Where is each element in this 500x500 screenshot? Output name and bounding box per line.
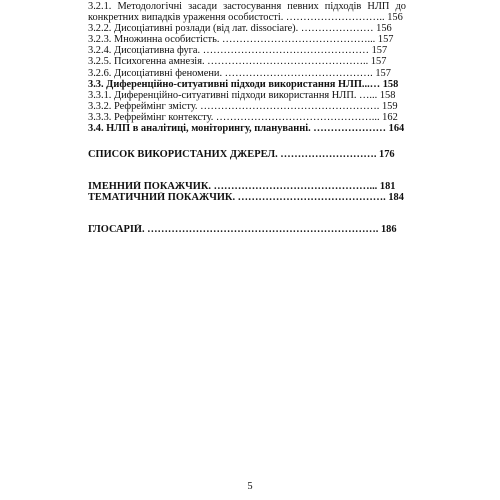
toc-entry: 3.3. Диференційно-ситуативні підходи використання НЛП...… 158 [88, 78, 399, 90]
toc-entry: 3.2.4. Дисоціативна фуга. ………………………………………… 157 [88, 45, 388, 57]
page-number: 5 [247, 481, 253, 492]
toc-entry: 3.2.3. Множинна особистість. ……………………………………... 157 [88, 34, 394, 46]
table-of-contents [88, 1, 406, 235]
toc-entry: 3.2.1. Методологічні засади застосування певних підходів НЛП до конкретних випадків ураження особистості. ……………………….. 156 [88, 1, 406, 24]
toc-entry: 3.3.2. Рефреймінг змісту. ……………………………………………. 159 [88, 100, 398, 112]
toc-entry: СПИСОК ВИКОРИСТАНИХ ДЖЕРЕЛ. ………………………. 176 [88, 148, 395, 160]
toc-entry: ТЕМАТИЧНИЙ ПОКАЖЧИК. ……………………………………. 184 [88, 191, 404, 203]
toc-entry: 3.4. НЛП в аналітиці, моніторингу, плануванні. ………………… 164 [88, 123, 405, 135]
toc-entry: 3.3.3. Рефреймінг контексту. ………………………………………... 162 [88, 111, 398, 123]
toc-entry: 3.2.5. Психогенна амнезія. ……………………………………….. 157 [88, 56, 387, 68]
toc-entry: 3.2.2. Дисоціативні розлади (від лат. dissociare). ………………… 156 [88, 23, 392, 35]
toc-entry: ІМЕННИЙ ПОКАЖЧИК. ………………………………………... 181 [88, 180, 396, 192]
toc-entry: 3.3.1. Диференційно-ситуативні підходи використання НЛП. …... 158 [88, 89, 396, 101]
toc-entry: ГЛОСАРІЙ. …………………………………………………………. 186 [88, 223, 397, 235]
toc-entry: 3.2.6. Дисоціативні феномени. ……………………………………. 157 [88, 67, 391, 79]
